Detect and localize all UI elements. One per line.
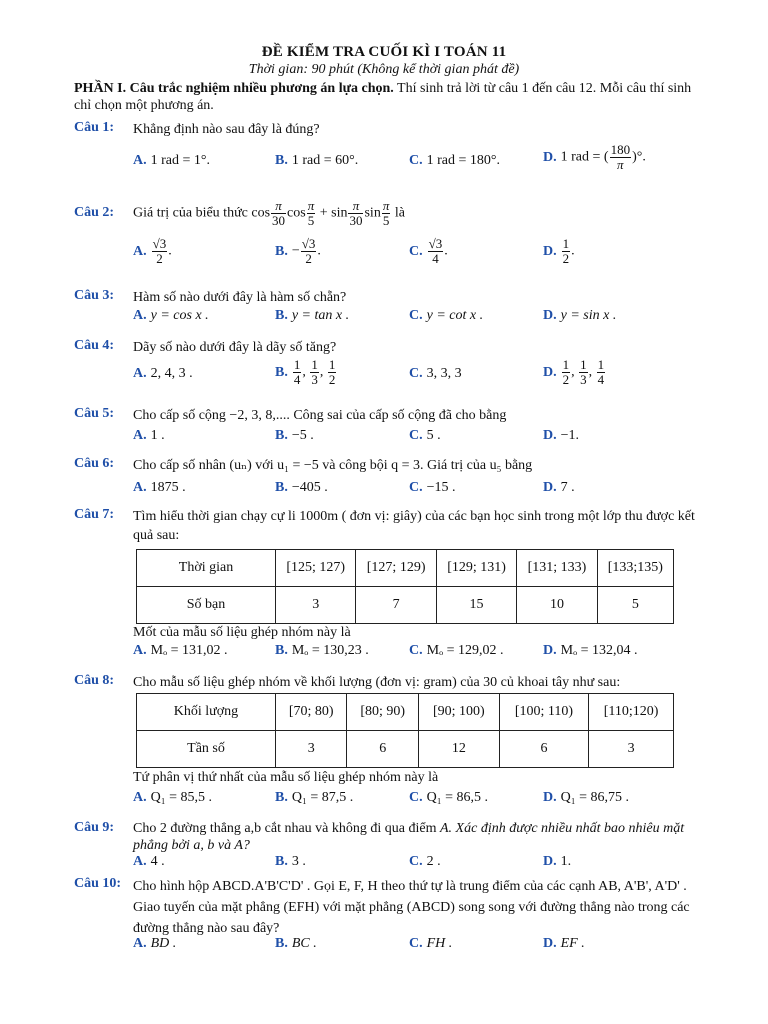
options bbox=[133, 142, 723, 175]
question-text: Cho cấp số nhân (uₙ) với u₁ = −5 và công bội q = 3. Giá trị của u₅ bằng bbox=[133, 458, 533, 473]
exam-subtitle: Thời gian: 90 phút (Không kể thời gian phát đề) bbox=[248, 62, 520, 77]
options bbox=[133, 308, 723, 330]
option-c[interactable]: C. $\frac{√3}{4}$ . bbox=[409, 236, 448, 266]
table-cell: [70; 80) bbox=[276, 694, 347, 731]
option-a[interactable]: A. BD . bbox=[133, 936, 177, 951]
table-cell: 6 bbox=[347, 731, 418, 768]
table-cell: [133;135) bbox=[597, 550, 673, 587]
option-b[interactable]: B. 3 . bbox=[275, 854, 306, 869]
option-a[interactable]: A. Mₒ = 131,02 . bbox=[133, 643, 228, 658]
option-c[interactable]: C. 5 . bbox=[409, 428, 441, 443]
question-text: Giá trị của biểu thức cos $\frac{\pi}{30}$ cos $\frac{\pi}{5}$ + sin $\frac{\pi}{30}$ sin $\frac{\pi}{5}$ là bbox=[133, 198, 405, 228]
question-label: Câu 10: bbox=[74, 876, 122, 891]
option-c[interactable]: C. FH . bbox=[409, 936, 453, 951]
options bbox=[133, 357, 723, 388]
option-c[interactable]: C. Q₁ = 86,5 . bbox=[409, 790, 489, 805]
question-7 bbox=[74, 507, 714, 667]
option-d[interactable]: D. −1. bbox=[543, 428, 580, 443]
table-cell: 12 bbox=[418, 731, 499, 768]
question-text: Dãy số nào dưới đây là dãy số tăng? bbox=[133, 340, 337, 355]
table-row-header: Tần số bbox=[137, 731, 276, 768]
question-text: Cho hình hộp ABCD.A'B'C'D' . Gọi E, F, H theo thứ tự là trung điểm của các cạnh AB, A'B', A'D' . Giao tuyến của mặt phẳng (EFH) với mặt phẳng (ABCD) song song với đường thẳng nào trong các đường thẳng nào sau đây? bbox=[133, 879, 690, 936]
table-cell: [80; 90) bbox=[347, 694, 418, 731]
table-cell: 7 bbox=[356, 587, 436, 624]
option-a[interactable]: A. 2, 4, 3 . bbox=[133, 366, 193, 381]
question-text: Hàm số nào dưới đây là hàm số chẵn? bbox=[133, 290, 347, 305]
question-3 bbox=[74, 288, 714, 328]
option-b[interactable]: B. −5 . bbox=[275, 428, 314, 443]
option-b[interactable]: B. Q₁ = 87,5 . bbox=[275, 790, 354, 805]
option-c[interactable]: C. −15 . bbox=[409, 480, 456, 495]
question-label: Câu 4: bbox=[74, 338, 115, 353]
option-a[interactable]: A. 1 . bbox=[133, 428, 165, 443]
table-cell: 5 bbox=[597, 587, 673, 624]
option-d[interactable]: D. $\frac{1}{2}$ , $\frac{1}{3}$ , $\frac{1}{4}$ bbox=[543, 357, 605, 387]
option-a[interactable]: A. Q₁ = 85,5 . bbox=[133, 790, 213, 805]
question-label: Câu 1: bbox=[74, 120, 115, 135]
options bbox=[133, 936, 723, 958]
option-b[interactable]: B. 1 rad = 60°. bbox=[275, 153, 359, 168]
option-d[interactable]: D. Q₁ = 86,75 . bbox=[543, 790, 630, 805]
option-d[interactable]: D. 7 . bbox=[543, 480, 575, 495]
option-d[interactable]: D. 1. bbox=[543, 854, 572, 869]
option-b[interactable]: B. BC . bbox=[275, 936, 317, 951]
table-row bbox=[137, 694, 674, 731]
table-row-header: Khối lượng bbox=[137, 694, 276, 731]
options bbox=[133, 854, 723, 876]
question-5 bbox=[74, 406, 714, 446]
option-c[interactable]: C. Mₒ = 129,02 . bbox=[409, 643, 504, 658]
question-text: Tìm hiểu thời gian chạy cự li 1000m ( đơn vị: giây) của các bạn học sinh trong một lớp thu được kết quả sau: bbox=[133, 509, 695, 543]
options bbox=[133, 480, 723, 502]
question-10 bbox=[74, 876, 714, 956]
option-c[interactable]: C. 3, 3, 3 bbox=[409, 366, 462, 381]
option-d[interactable]: D. y = sin x . bbox=[543, 308, 617, 323]
question-label: Câu 9: bbox=[74, 820, 115, 835]
question-label: Câu 5: bbox=[74, 406, 115, 421]
option-b[interactable]: B. y = tan x . bbox=[275, 308, 350, 323]
table-row-header: Số bạn bbox=[137, 587, 276, 624]
option-d[interactable]: D. $\frac{1}{2}$ . bbox=[543, 236, 575, 266]
option-b[interactable]: B. −405 . bbox=[275, 480, 328, 495]
option-c[interactable]: C. y = cot x . bbox=[409, 308, 484, 323]
part-text: Thí sinh trả lời từ câu 1 đến câu 12. Mỗi câu thí sinh chỉ chọn một phương án. bbox=[74, 81, 692, 113]
table-cell: 3 bbox=[589, 731, 674, 768]
table-cell: [131; 133) bbox=[517, 550, 597, 587]
option-d[interactable]: D. Mₒ = 132,04 . bbox=[543, 643, 638, 658]
option-a[interactable]: A. 1 rad = 1°. bbox=[133, 153, 210, 168]
table-row-header: Thời gian bbox=[137, 550, 276, 587]
question-4 bbox=[74, 338, 714, 398]
option-a[interactable]: A. $\frac{√3}{2}$ . bbox=[133, 236, 172, 266]
part-heading: PHẦN I. Câu trắc nghiệm nhiều phương án lựa chọn. bbox=[74, 81, 394, 96]
option-b[interactable]: B. − $\frac{√3}{2}$ . bbox=[275, 236, 321, 266]
options bbox=[133, 428, 723, 450]
question-6 bbox=[74, 456, 714, 496]
table-cell: 3 bbox=[276, 587, 356, 624]
question-8 bbox=[74, 673, 714, 813]
option-a[interactable]: A. 1875 . bbox=[133, 480, 186, 495]
time-table bbox=[136, 549, 674, 624]
question-text: Cho mẫu số liệu ghép nhóm về khối lượng (đơn vị: gram) của 30 củ khoai tây như sau: bbox=[133, 675, 621, 690]
option-c[interactable]: C. 2 . bbox=[409, 854, 441, 869]
table-row bbox=[137, 587, 674, 624]
table-cell: 3 bbox=[276, 731, 347, 768]
question-text: Cho 2 đường thẳng a,b cắt nhau và không đi qua điểm A. Xác định được nhiều nhất bao nhiêu mặt phẳng bởi a, b và A? bbox=[133, 821, 685, 853]
option-a[interactable]: A. y = cos x . bbox=[133, 308, 209, 323]
table-cell: [110;120) bbox=[589, 694, 674, 731]
table-cell: 15 bbox=[436, 587, 516, 624]
question-label: Câu 6: bbox=[74, 456, 115, 471]
question-1 bbox=[74, 120, 714, 190]
question-followup: Mốt của mẫu số liệu ghép nhóm này là bbox=[133, 625, 351, 640]
table-row bbox=[137, 731, 674, 768]
table-cell: 10 bbox=[517, 587, 597, 624]
question-9 bbox=[74, 820, 714, 870]
table-cell: [100; 110) bbox=[499, 694, 588, 731]
table-row bbox=[137, 550, 674, 587]
options bbox=[133, 790, 723, 812]
question-label: Câu 7: bbox=[74, 507, 115, 522]
question-text: Cho cấp số cộng −2, 3, 8,.... Công sai của cấp số cộng đã cho bằng bbox=[133, 408, 507, 423]
options bbox=[133, 643, 723, 665]
option-b[interactable]: B. Mₒ = 130,23 . bbox=[275, 643, 369, 658]
mass-table bbox=[136, 693, 674, 768]
question-label: Câu 8: bbox=[74, 673, 115, 688]
option-a[interactable]: A. 4 . bbox=[133, 854, 165, 869]
part-instructions bbox=[74, 80, 694, 114]
question-label: Câu 3: bbox=[74, 288, 115, 303]
question-text: Khẳng định nào sau đây là đúng? bbox=[133, 122, 320, 137]
options bbox=[133, 236, 723, 266]
option-c[interactable]: C. 1 rad = 180°. bbox=[409, 153, 500, 168]
option-d[interactable]: D. EF . bbox=[543, 936, 585, 951]
table-cell: [129; 131) bbox=[436, 550, 516, 587]
table-cell: [125; 127) bbox=[276, 550, 356, 587]
table-cell: [127; 129) bbox=[356, 550, 436, 587]
exam-title: ĐỀ KIỂM TRA CUỐI KÌ I TOÁN 11 bbox=[261, 44, 507, 60]
table-cell: 6 bbox=[499, 731, 588, 768]
table-cell: [90; 100) bbox=[418, 694, 499, 731]
question-label: Câu 2: bbox=[74, 205, 115, 220]
question-followup: Tứ phân vị thứ nhất của mẫu số liệu ghép nhóm này là bbox=[133, 770, 439, 785]
option-b[interactable]: B. $\frac{1}{4}$ , $\frac{1}{3}$ , $\frac{1}{2}$ bbox=[275, 357, 336, 387]
question-2 bbox=[74, 198, 714, 280]
option-d[interactable]: D. 1 rad = ( $\frac{180}{\pi}$ )°. bbox=[543, 142, 646, 172]
